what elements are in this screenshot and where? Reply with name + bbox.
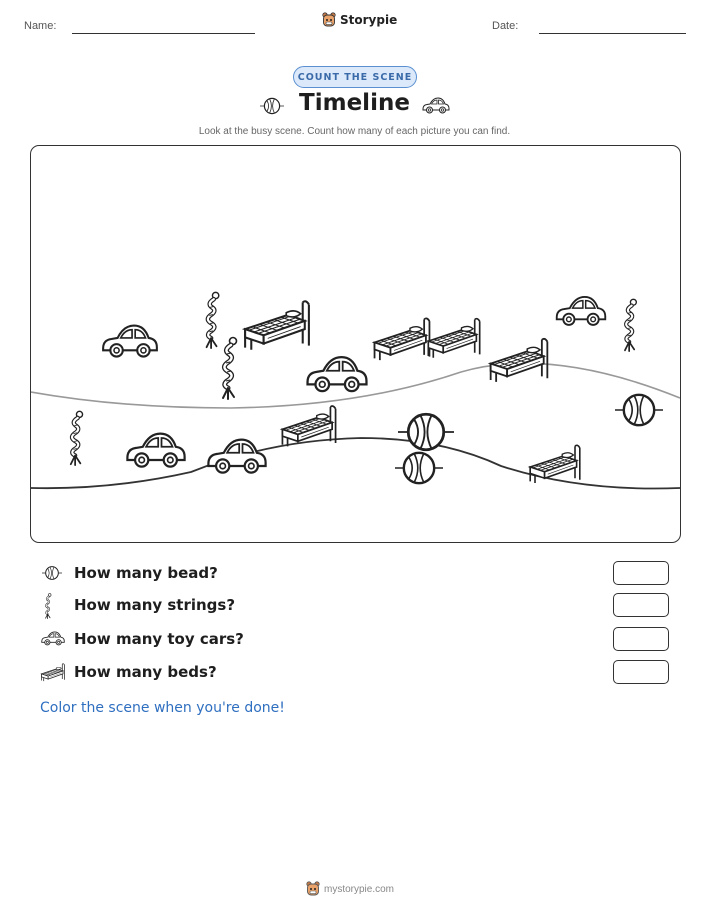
logo-text: Storypie bbox=[340, 13, 398, 27]
bead-icon bbox=[615, 395, 663, 425]
site-footer bbox=[306, 881, 394, 897]
answer-box-toy-cars[interactable] bbox=[613, 627, 669, 651]
closing-note: Color the scene when you're done! bbox=[40, 700, 285, 716]
string-icon bbox=[71, 411, 83, 465]
bead-icon bbox=[395, 453, 443, 483]
toy-car-icon bbox=[557, 297, 606, 325]
count-the-scene-badge: COUNT THE SCENE bbox=[293, 66, 417, 88]
bead-icon bbox=[40, 563, 64, 583]
page-title: Timeline bbox=[299, 90, 410, 116]
date-label: Date: bbox=[492, 20, 519, 32]
date-line[interactable] bbox=[539, 33, 686, 34]
string-icon bbox=[223, 338, 237, 400]
scene-illustration bbox=[31, 146, 680, 542]
instructions: Look at the busy scene. Count how many of each picture you can find. bbox=[198, 126, 511, 137]
question-row-toy-cars bbox=[40, 627, 670, 653]
toy-car-icon bbox=[40, 629, 66, 647]
answer-box-beds[interactable] bbox=[613, 660, 669, 684]
bed-icon bbox=[530, 445, 580, 483]
bead-icon bbox=[398, 414, 454, 449]
question-row-strings bbox=[40, 593, 670, 619]
string-icon bbox=[625, 299, 636, 351]
storypie-mascot-icon bbox=[306, 881, 320, 897]
bed-icon bbox=[40, 662, 66, 682]
question-row-bead bbox=[40, 561, 670, 587]
string-icon bbox=[42, 593, 54, 619]
name-label: Name: bbox=[24, 20, 57, 32]
bed-icon bbox=[428, 319, 479, 358]
storypie-logo bbox=[322, 12, 397, 28]
name-line[interactable] bbox=[72, 33, 255, 34]
toy-car-icon bbox=[127, 434, 184, 467]
busy-scene bbox=[30, 145, 681, 543]
question-text: How many strings? bbox=[74, 596, 236, 614]
site-url[interactable]: mystorypie.com bbox=[324, 883, 395, 895]
answer-box-strings[interactable] bbox=[613, 593, 669, 617]
question-text: How many toy cars? bbox=[74, 630, 244, 648]
bed-icon bbox=[491, 339, 548, 382]
storypie-mascot-icon bbox=[322, 12, 336, 28]
toy-car-icon bbox=[308, 357, 367, 391]
toy-car-icon bbox=[103, 326, 157, 357]
question-row-beds bbox=[40, 660, 670, 686]
bed-icon bbox=[245, 301, 309, 349]
title-row bbox=[0, 90, 709, 124]
string-icon bbox=[207, 292, 219, 348]
toy-car-icon bbox=[421, 94, 451, 116]
toy-car-icon bbox=[208, 440, 265, 473]
bed-icon bbox=[375, 318, 430, 360]
question-text: How many beds? bbox=[74, 663, 217, 681]
answer-box-bead[interactable] bbox=[613, 561, 669, 585]
question-text: How many bead? bbox=[74, 564, 218, 582]
